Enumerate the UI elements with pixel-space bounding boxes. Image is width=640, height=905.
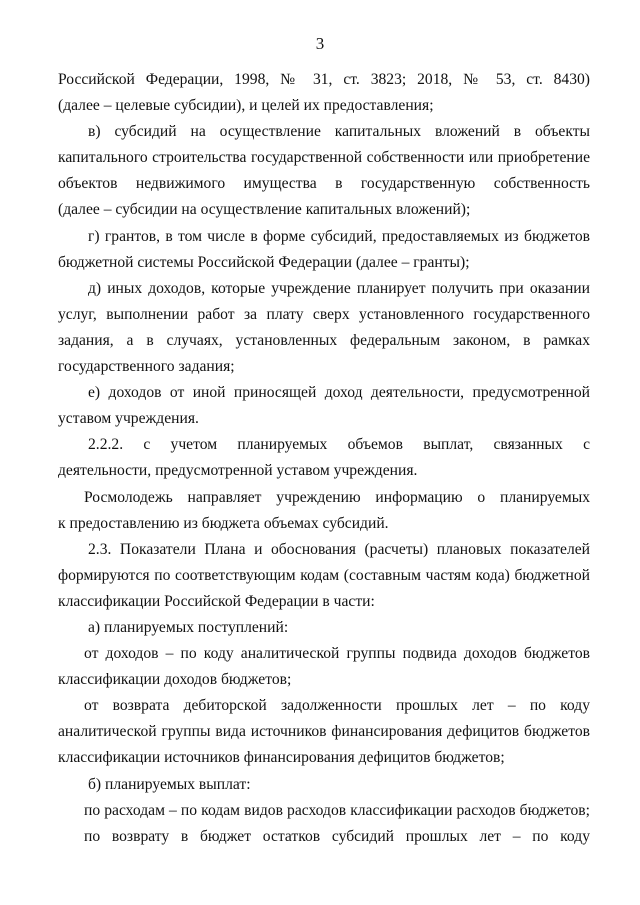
document-body <box>58 67 590 850</box>
page-number: 3 <box>315 34 325 53</box>
text-line: задания, а в случаях, установленных федеральным законом, в рамках <box>58 331 590 349</box>
text-line: бюджетной системы Российской Федерации (далее – гранты); <box>58 253 470 271</box>
text-line: б) планируемых выплат: <box>88 775 251 793</box>
text-line: г) грантов, в том числе в форме субсидий, предоставляемых из бюджетов <box>88 227 590 245</box>
text-line: 2.2.2. с учетом планируемых объемов выплат, связанных с <box>88 436 590 454</box>
text-line: государственного задания; <box>58 358 235 376</box>
text-line: от доходов – по коду аналитической группы подвида доходов бюджетов <box>84 645 590 663</box>
text-line: а) планируемых поступлений: <box>88 618 289 636</box>
text-line: уставом учреждения. <box>58 410 199 428</box>
text-line: аналитической группы вида источников финансирования дефицитов бюджетов <box>58 723 590 741</box>
text-line: классификации доходов бюджетов; <box>58 671 292 689</box>
text-line: Росмолодежь направляет учреждению информацию о планируемых <box>84 488 590 506</box>
text-line: по возврату в бюджет остатков субсидий прошлых лет – по коду <box>84 827 590 845</box>
text-line: д) иных доходов, которые учреждение планирует получить при оказании <box>88 279 590 297</box>
text-line: е) доходов от иной приносящей доход деятельности, предусмотренной <box>88 384 590 402</box>
text-line: услуг, выполнении работ за плату сверх установленного государственного <box>58 305 590 323</box>
text-line: от возврата дебиторской задолженности прошлых лет – по коду <box>84 697 590 715</box>
text-line: классификации источников финансирования дефицитов бюджетов; <box>58 749 505 767</box>
text-line: капитального строительства государственной собственности или приобретение <box>58 149 590 167</box>
text-line: в) субсидий на осуществление капитальных вложений в объекты <box>88 123 590 141</box>
text-line: деятельности, предусмотренной уставом учреждения. <box>58 462 418 480</box>
text-line: формируются по соответствующим кодам (составным частям кода) бюджетной <box>58 566 590 584</box>
text-line: Российской Федерации, 1998, № 31, ст. 3823; 2018, № 53, ст. 8430) <box>58 71 590 88</box>
text-line: (далее – целевые субсидии), и целей их предоставления; <box>58 97 434 115</box>
text-line: к предоставлению из бюджета объемах субсидий. <box>58 514 389 532</box>
text-line: по расходам – по кодам видов расходов классификации расходов бюджетов; <box>84 801 590 819</box>
text-line: (далее – субсидии на осуществление капитальных вложений); <box>58 201 471 219</box>
text-line: 2.3. Показатели Плана и обоснования (расчеты) плановых показателей <box>88 540 590 558</box>
text-line: классификации Российской Федерации в части: <box>58 592 375 610</box>
text-line: объектов недвижимого имущества в государственную собственность <box>58 175 590 193</box>
